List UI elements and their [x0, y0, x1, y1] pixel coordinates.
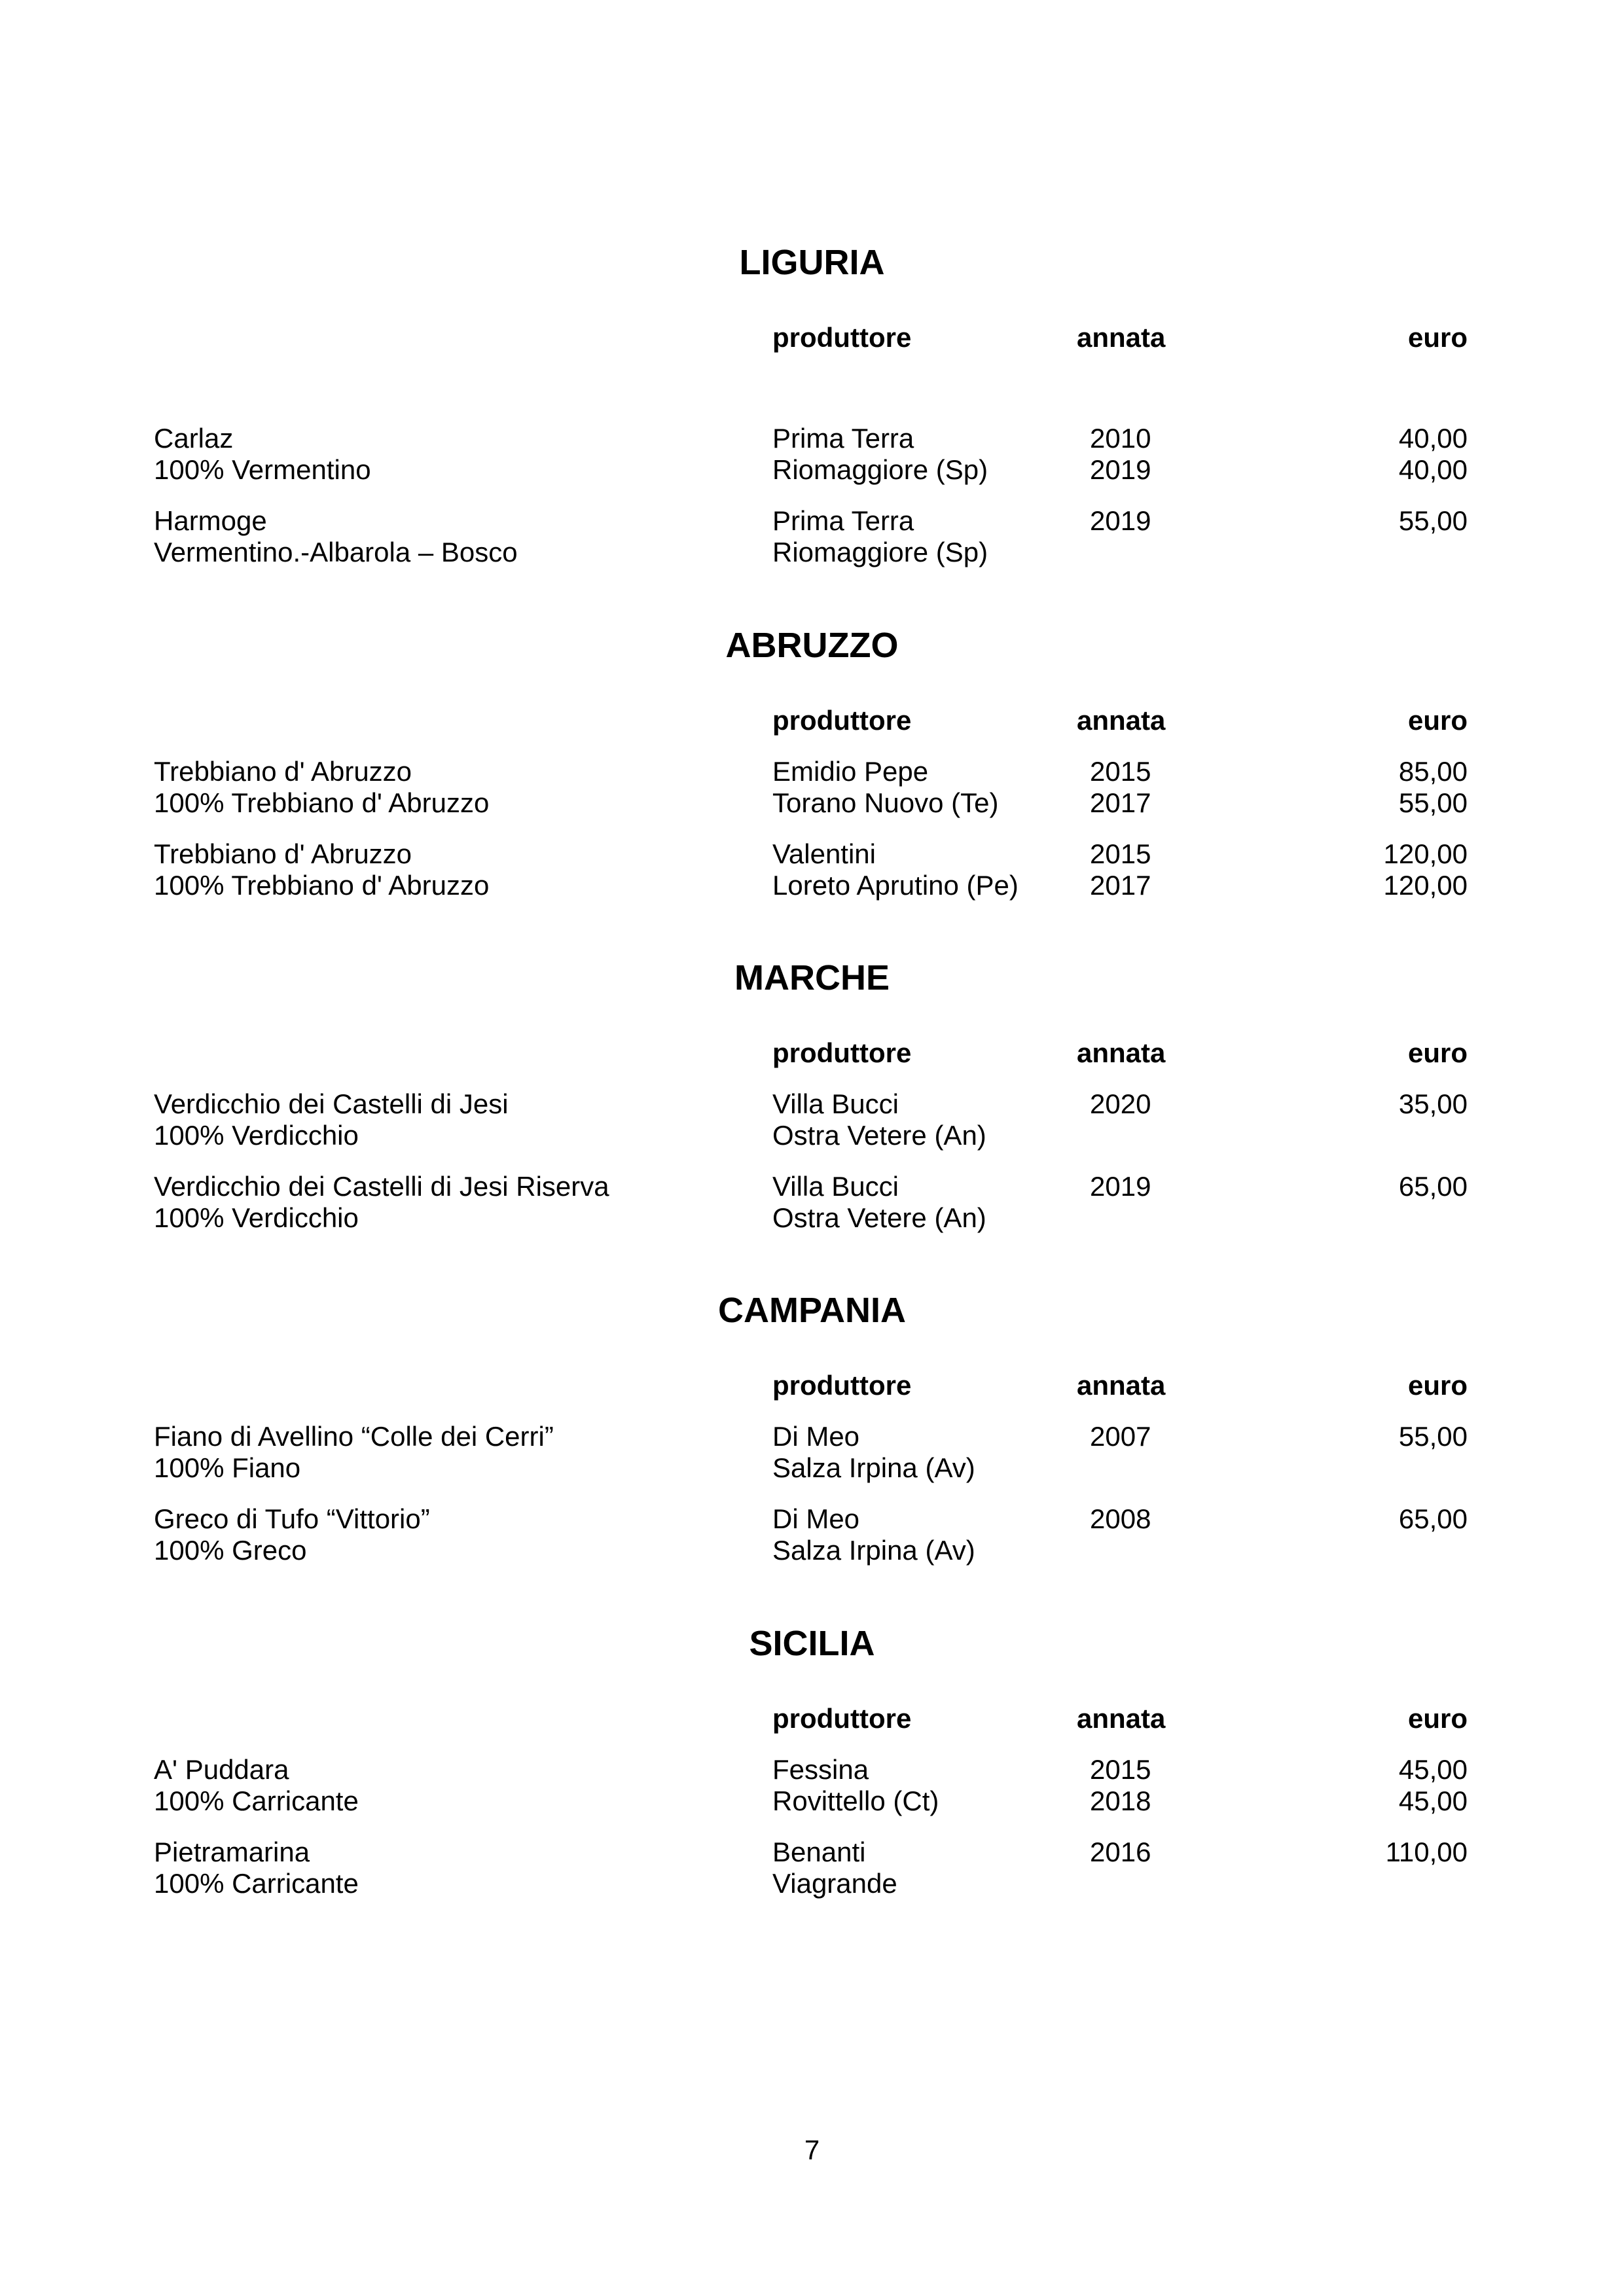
wine-description — [154, 838, 489, 901]
wine-grape: 100% Trebbiano d' Abruzzo — [154, 870, 490, 901]
vintage: 2019 — [1090, 505, 1151, 536]
price: 65,00 — [1398, 1503, 1468, 1534]
wine-name: Trebbiano d' Abruzzo — [154, 838, 412, 869]
vintage: 2015 — [1090, 756, 1151, 787]
producer-location: Salza Irpina (Av) — [772, 1535, 975, 1566]
wine-prices — [1399, 423, 1468, 486]
wine-vintages — [1090, 505, 1151, 537]
wine-description — [154, 1503, 430, 1566]
vintage: 2010 — [1090, 423, 1151, 454]
producer-location: Rovittello (Ct) — [772, 1785, 939, 1816]
wine-row — [0, 1837, 1624, 1899]
wine-row — [0, 423, 1624, 486]
wine-producer — [772, 838, 1019, 901]
section-title-marche: MARCHE — [734, 958, 890, 997]
producer-name: Valentini — [772, 838, 876, 869]
price: 85,00 — [1398, 756, 1468, 787]
wine-description — [154, 1171, 609, 1234]
producer-name: Di Meo — [772, 1503, 860, 1534]
producer-location: Torano Nuovo (Te) — [772, 787, 999, 818]
wine-prices — [1384, 838, 1468, 901]
vintage: 2016 — [1090, 1837, 1151, 1867]
wine-row — [0, 1088, 1624, 1151]
wine-row — [0, 756, 1624, 819]
wine-producer — [772, 1837, 897, 1899]
wine-prices — [1399, 1088, 1468, 1120]
wine-vintages — [1090, 1171, 1151, 1202]
price: 55,00 — [1398, 505, 1468, 536]
price: 35,00 — [1398, 1088, 1468, 1119]
wine-name: A' Puddara — [154, 1754, 289, 1785]
price: 120,00 — [1383, 838, 1468, 869]
vintage: 2017 — [1090, 787, 1151, 818]
wine-name: Trebbiano d' Abruzzo — [154, 756, 412, 787]
wine-producer — [772, 1171, 986, 1234]
producer-location: Riomaggiore (Sp) — [772, 454, 988, 485]
vintage: 2019 — [1090, 1171, 1151, 1202]
wine-description — [154, 756, 489, 819]
wine-vintages — [1090, 1754, 1151, 1817]
header-euro: euro — [1407, 322, 1468, 353]
wine-grape: Vermentino.-Albarola – Bosco — [154, 537, 518, 567]
producer-name: Prima Terra — [772, 505, 914, 536]
producer-location: Salza Irpina (Av) — [772, 1452, 975, 1483]
wine-grape: 100% Carricante — [154, 1785, 359, 1816]
wine-vintages — [1090, 1503, 1151, 1535]
producer-location: Ostra Vetere (An) — [772, 1202, 986, 1233]
wine-producer — [772, 1421, 975, 1484]
wine-prices — [1399, 1171, 1468, 1202]
wine-grape: 100% Verdicchio — [154, 1120, 359, 1151]
wine-prices — [1399, 505, 1468, 537]
price: 65,00 — [1398, 1171, 1468, 1202]
wine-name: Fiano di Avellino “Colle dei Cerri” — [154, 1421, 554, 1452]
header-annata: annata — [1077, 322, 1166, 353]
price: 120,00 — [1383, 870, 1468, 901]
header-produttore: produttore — [772, 1370, 912, 1401]
wine-prices — [1386, 1837, 1468, 1868]
wine-grape: 100% Fiano — [154, 1452, 301, 1483]
section-title-abruzzo: ABRUZZO — [725, 626, 899, 665]
header-produttore: produttore — [772, 705, 912, 736]
wine-row — [0, 1503, 1624, 1566]
wine-vintages — [1090, 756, 1151, 819]
wine-name: Greco di Tufo “Vittorio” — [154, 1503, 430, 1534]
wine-grape: 100% Carricante — [154, 1868, 359, 1899]
wine-prices — [1399, 1421, 1468, 1452]
producer-location: Loreto Aprutino (Pe) — [772, 870, 1019, 901]
wine-prices — [1399, 1503, 1468, 1535]
wine-producer — [772, 1503, 975, 1566]
header-annata: annata — [1077, 705, 1166, 736]
header-euro: euro — [1407, 1703, 1468, 1734]
header-produttore: produttore — [772, 322, 912, 353]
wine-name: Harmoge — [154, 505, 267, 536]
header-produttore: produttore — [772, 1703, 912, 1734]
producer-name: Prima Terra — [772, 423, 914, 454]
wine-row — [0, 838, 1624, 901]
wine-grape: 100% Greco — [154, 1535, 307, 1566]
vintage: 2007 — [1090, 1421, 1151, 1452]
wine-prices — [1399, 756, 1468, 819]
section-title-campania: CAMPANIA — [718, 1291, 906, 1330]
price: 110,00 — [1385, 1837, 1468, 1867]
wine-description — [154, 1837, 359, 1899]
wine-vintages — [1090, 423, 1151, 486]
vintage: 2019 — [1090, 454, 1151, 485]
section-title-liguria: LIGURIA — [739, 243, 885, 282]
wine-description — [154, 505, 518, 568]
price: 40,00 — [1398, 454, 1468, 485]
wine-name: Carlaz — [154, 423, 234, 454]
wine-row — [0, 505, 1624, 568]
wine-producer — [772, 423, 988, 486]
section-title-sicilia: SICILIA — [749, 1624, 875, 1663]
vintage: 2018 — [1090, 1785, 1151, 1816]
wine-description — [154, 1754, 359, 1817]
header-produttore: produttore — [772, 1037, 912, 1068]
wine-vintages — [1090, 1421, 1151, 1452]
producer-name: Emidio Pepe — [772, 756, 929, 787]
producer-name: Villa Bucci — [772, 1171, 899, 1202]
wine-description — [154, 1088, 509, 1151]
header-annata: annata — [1077, 1037, 1166, 1068]
wine-producer — [772, 1088, 986, 1151]
vintage: 2020 — [1090, 1088, 1151, 1119]
vintage: 2015 — [1090, 1754, 1151, 1785]
producer-location: Riomaggiore (Sp) — [772, 537, 988, 567]
wine-grape: 100% Vermentino — [154, 454, 371, 485]
wine-producer — [772, 756, 999, 819]
header-euro: euro — [1407, 1370, 1468, 1401]
price: 45,00 — [1398, 1754, 1468, 1785]
producer-name: Villa Bucci — [772, 1088, 899, 1119]
producer-location: Ostra Vetere (An) — [772, 1120, 986, 1151]
wine-grape: 100% Trebbiano d' Abruzzo — [154, 787, 490, 818]
wine-row — [0, 1171, 1624, 1234]
price: 55,00 — [1398, 787, 1468, 818]
header-annata: annata — [1077, 1370, 1166, 1401]
wine-vintages — [1090, 1837, 1151, 1868]
wine-description — [154, 1421, 554, 1484]
producer-name: Benanti — [772, 1837, 866, 1867]
page-number: 7 — [804, 2134, 820, 2165]
wine-vintages — [1090, 838, 1151, 901]
price: 45,00 — [1398, 1785, 1468, 1816]
wine-prices — [1399, 1754, 1468, 1817]
vintage: 2015 — [1090, 838, 1151, 869]
wine-grape: 100% Verdicchio — [154, 1202, 359, 1233]
wine-row — [0, 1421, 1624, 1484]
wine-name: Pietramarina — [154, 1837, 310, 1867]
wine-name: Verdicchio dei Castelli di Jesi — [154, 1088, 509, 1119]
producer-name: Di Meo — [772, 1421, 860, 1452]
wine-producer — [772, 505, 988, 568]
header-euro: euro — [1407, 705, 1468, 736]
producer-name: Fessina — [772, 1754, 869, 1785]
vintage: 2008 — [1090, 1503, 1151, 1534]
wine-row — [0, 1754, 1624, 1817]
price: 40,00 — [1398, 423, 1468, 454]
header-euro: euro — [1407, 1037, 1468, 1068]
wine-vintages — [1090, 1088, 1151, 1120]
vintage: 2017 — [1090, 870, 1151, 901]
header-annata: annata — [1077, 1703, 1166, 1734]
wine-producer — [772, 1754, 939, 1817]
producer-location: Viagrande — [772, 1868, 897, 1899]
wine-description — [154, 423, 371, 486]
wine-name: Verdicchio dei Castelli di Jesi Riserva — [154, 1171, 609, 1202]
price: 55,00 — [1398, 1421, 1468, 1452]
